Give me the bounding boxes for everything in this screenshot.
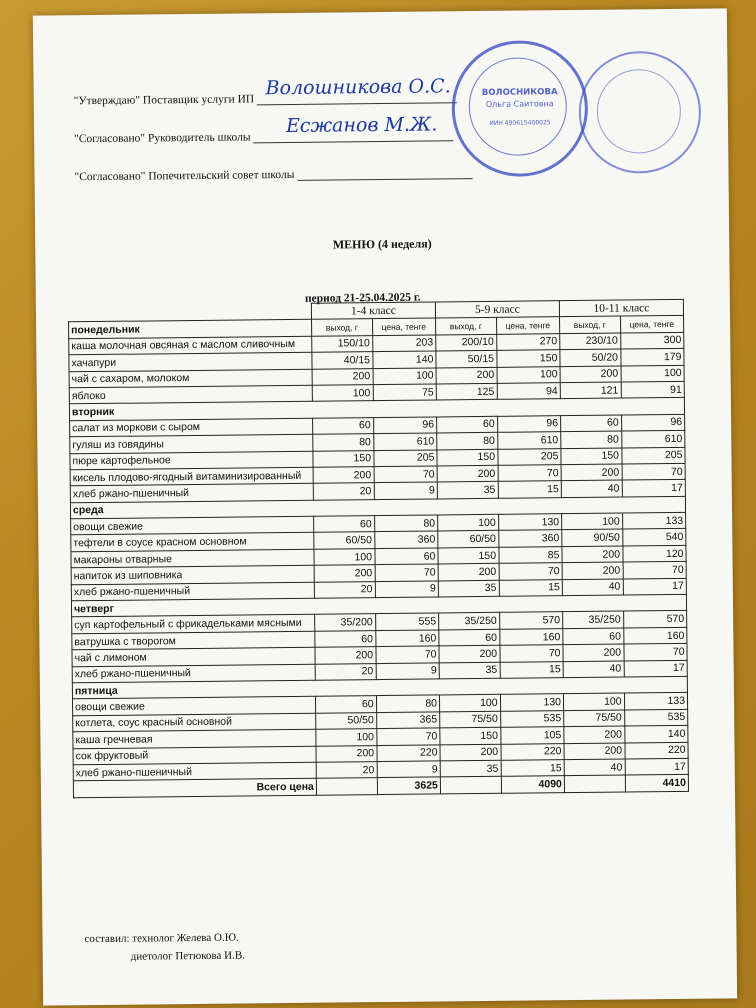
price-value: 105 — [500, 727, 564, 744]
price-value: 610 — [373, 433, 437, 450]
total-value: 4410 — [625, 775, 689, 792]
output-value: 20 — [316, 762, 377, 779]
output-value: 50/50 — [316, 712, 377, 729]
price-value: 17 — [623, 578, 687, 595]
price-value: 540 — [622, 529, 686, 546]
supplier-signature: Волошникова О.С. — [265, 75, 451, 100]
output-value: 60 — [313, 417, 374, 434]
price-value: 205 — [621, 447, 685, 464]
output-value: 200 — [440, 744, 501, 761]
total-blank — [440, 777, 501, 794]
price-value: 203 — [372, 335, 436, 352]
price-value: 75 — [373, 384, 437, 401]
price-value: 130 — [498, 514, 562, 531]
dish-name: ватрушка с творогом — [72, 631, 315, 650]
output-value: 50/15 — [436, 350, 497, 367]
price-value: 140 — [372, 351, 436, 368]
output-value: 80 — [437, 432, 498, 449]
output-value: 200 — [564, 743, 625, 760]
dish-name: макароны отварные — [71, 549, 314, 568]
output-value: 100 — [314, 548, 375, 565]
price-value: 9 — [376, 663, 440, 680]
output-value: 40 — [561, 480, 622, 497]
output-value: 200 — [312, 368, 373, 385]
output-value: 90/50 — [562, 529, 623, 546]
price-value: 91 — [621, 381, 685, 398]
price-value: 220 — [501, 743, 565, 760]
price-value: 96 — [621, 414, 685, 431]
column-price-label: цена, тенге — [620, 316, 684, 333]
price-value: 70 — [374, 466, 438, 483]
director-signature: Есжанов М.Ж. — [285, 113, 438, 138]
official-stamp — [451, 40, 588, 177]
price-value: 70 — [622, 463, 686, 480]
price-value: 270 — [496, 333, 560, 350]
output-value: 35 — [437, 482, 498, 499]
price-value: 100 — [373, 368, 437, 385]
price-value: 60 — [374, 548, 438, 565]
column-output-label: выход, г — [311, 319, 372, 336]
dish-name: котлета, соус красный основной — [73, 713, 316, 732]
output-value: 60 — [314, 516, 375, 533]
total-value: 3625 — [377, 777, 441, 794]
output-value: 100 — [562, 513, 623, 530]
dish-name: овощи свежие — [72, 697, 315, 716]
price-value: 17 — [625, 758, 689, 775]
column-price-label: цена, тенге — [372, 318, 436, 335]
output-value: 200 — [562, 562, 623, 579]
price-value: 9 — [377, 761, 441, 778]
output-value: 80 — [313, 434, 374, 451]
dish-name: каша молочная овсяная с маслом сливочным — [69, 336, 312, 355]
price-value: 17 — [622, 480, 686, 497]
output-value: 200 — [438, 564, 499, 581]
day-name: вторник — [69, 398, 684, 421]
approval-council — [74, 167, 472, 183]
output-value: 80 — [561, 431, 622, 448]
price-value: 70 — [623, 644, 687, 661]
dish-name: чай с лимоном — [72, 647, 315, 666]
output-value: 60 — [563, 628, 624, 645]
price-value: 100 — [621, 365, 685, 382]
dish-name: овощи свежие — [71, 516, 314, 535]
output-value: 60 — [439, 629, 500, 646]
price-value: 96 — [373, 417, 437, 434]
output-value: 60 — [436, 416, 497, 433]
output-value: 200 — [439, 646, 500, 663]
price-value: 96 — [497, 415, 561, 432]
dish-name: салат из моркови с сыром — [70, 418, 313, 437]
dish-name: гуляш из говядины — [70, 434, 313, 453]
approval-director-label: "Согласовано" Руководитель школы — [74, 131, 251, 146]
total-blank — [564, 775, 625, 792]
dish-name: хлеб ржано-пшеничный — [71, 582, 314, 601]
output-value: 60 — [315, 696, 376, 713]
price-value: 365 — [376, 712, 440, 729]
class-header: 1-4 класс — [311, 302, 435, 320]
output-value: 200 — [315, 647, 376, 664]
price-value: 85 — [498, 547, 562, 564]
dish-name: напиток из шиповника — [71, 565, 314, 584]
dish-name: хачапури — [69, 352, 312, 371]
output-value: 100 — [312, 385, 373, 402]
price-value: 570 — [623, 611, 687, 628]
stamp-name: ВОЛОСНИКОВА — [481, 87, 558, 98]
price-value: 9 — [374, 482, 438, 499]
dish-name: тефтели в соусе красном основном — [71, 533, 314, 552]
output-value: 150 — [440, 727, 501, 744]
output-value: 200 — [314, 565, 375, 582]
price-value: 70 — [623, 562, 687, 579]
price-value: 15 — [499, 579, 563, 596]
dish-name: хлеб ржано-пшеничный — [73, 762, 316, 781]
dish-name: суп картофельный с фрикадельками мясными — [72, 615, 315, 634]
output-value: 121 — [560, 382, 621, 399]
price-value: 140 — [624, 725, 688, 742]
output-value: 150/10 — [312, 335, 373, 352]
approval-council-label: "Согласовано" Попечительский совет школы — [74, 168, 295, 184]
stamp-inn: ИИН 490615400025 — [489, 119, 551, 127]
menu-table — [68, 299, 689, 798]
output-value: 200 — [560, 366, 621, 383]
column-price-label: цена, тенге — [496, 317, 560, 334]
output-value: 60 — [560, 415, 621, 432]
price-value: 160 — [375, 630, 439, 647]
output-value: 35/250 — [563, 611, 624, 628]
price-value: 150 — [496, 350, 560, 367]
output-value: 75/50 — [440, 711, 501, 728]
output-value: 35 — [440, 760, 501, 777]
output-value: 200 — [561, 464, 622, 481]
menu-title: МЕНЮ (4 неделя) — [332, 236, 432, 252]
state-emblem-stamp — [578, 51, 701, 174]
footer-dietitian: диетолог Петюкова И.В. — [130, 949, 245, 963]
day-name: пятница — [72, 676, 687, 699]
price-value: 9 — [375, 581, 439, 598]
total-label: Всего цена — [73, 779, 316, 798]
output-value: 150 — [313, 450, 374, 467]
price-value: 205 — [373, 449, 437, 466]
output-value: 100 — [439, 695, 500, 712]
output-value: 50/20 — [560, 349, 621, 366]
price-value: 160 — [499, 628, 563, 645]
dish-name: чай с сахаром, молоком — [69, 369, 312, 388]
total-blank — [316, 778, 377, 795]
output-value: 40 — [563, 661, 624, 678]
price-value: 70 — [498, 465, 562, 482]
menu-period: период 21-25.04.2025 г. — [304, 291, 421, 305]
class-header: 10-11 класс — [559, 299, 683, 317]
day-name: понедельник — [69, 320, 312, 339]
price-value: 205 — [497, 448, 561, 465]
output-value: 20 — [313, 483, 374, 500]
price-value: 70 — [375, 564, 439, 581]
output-value: 200 — [316, 745, 377, 762]
price-value: 133 — [624, 693, 688, 710]
price-value: 70 — [499, 563, 563, 580]
output-value: 40 — [562, 579, 623, 596]
price-value: 15 — [500, 661, 564, 678]
output-value: 60/50 — [438, 531, 499, 548]
output-value: 200 — [436, 367, 497, 384]
output-value: 20 — [315, 663, 376, 680]
price-value: 220 — [377, 744, 441, 761]
price-value: 610 — [497, 432, 561, 449]
dish-name: кисель плодово-ягодный витаминизированный — [70, 467, 313, 486]
output-value: 60/50 — [314, 532, 375, 549]
output-value: 200 — [437, 465, 498, 482]
output-value: 150 — [437, 449, 498, 466]
dish-name: хлеб ржано-пшеничный — [70, 484, 313, 503]
column-output-label: выход, г — [435, 318, 496, 335]
output-value: 150 — [561, 448, 622, 465]
price-value: 70 — [376, 728, 440, 745]
output-value: 40 — [564, 759, 625, 776]
day-name: четверг — [71, 594, 686, 617]
price-value: 120 — [622, 545, 686, 562]
price-value: 570 — [499, 612, 563, 629]
dish-name: каша гречневая — [73, 729, 316, 748]
column-output-label: выход, г — [559, 316, 620, 333]
output-value: 35 — [438, 580, 499, 597]
price-value: 15 — [501, 760, 565, 777]
price-value: 179 — [620, 349, 684, 366]
dish-name: яблоко — [69, 385, 312, 404]
output-value: 200 — [562, 546, 623, 563]
price-value: 535 — [500, 710, 564, 727]
approval-supplier-label: "Утверждаю" Поставщик услуги ИП — [73, 93, 255, 108]
output-value: 200 — [313, 467, 374, 484]
output-value: 100 — [316, 729, 377, 746]
class-header: 5-9 класс — [435, 301, 559, 319]
dish-name: пюре картофельное — [70, 451, 313, 470]
price-value: 610 — [621, 430, 685, 447]
output-value: 20 — [314, 581, 375, 598]
price-value: 535 — [624, 709, 688, 726]
price-value: 360 — [498, 530, 562, 547]
price-value: 15 — [498, 481, 562, 498]
price-value: 555 — [375, 613, 439, 630]
menu-sheet — [33, 8, 737, 1005]
price-value: 70 — [375, 646, 439, 663]
dish-name: хлеб ржано-пшеничный — [72, 664, 315, 683]
output-value: 230/10 — [560, 333, 621, 350]
price-value: 100 — [497, 366, 561, 383]
price-value: 70 — [499, 645, 563, 662]
output-value: 40/15 — [312, 352, 373, 369]
output-value: 200/10 — [436, 334, 497, 351]
output-value: 200 — [563, 644, 624, 661]
output-value: 150 — [438, 547, 499, 564]
output-value: 60 — [315, 630, 376, 647]
price-value: 133 — [622, 512, 686, 529]
stamp-given-name: Ольга Саитовна — [485, 99, 554, 109]
price-value: 80 — [376, 695, 440, 712]
price-value: 220 — [625, 742, 689, 759]
output-value: 200 — [564, 726, 625, 743]
output-value: 35/200 — [315, 614, 376, 631]
price-value: 94 — [497, 383, 561, 400]
output-value: 35/250 — [439, 613, 500, 630]
output-value: 100 — [438, 514, 499, 531]
dish-name: сок фруктовый — [73, 746, 316, 765]
day-name: среда — [70, 496, 685, 519]
output-value: 35 — [439, 662, 500, 679]
output-value: 100 — [563, 693, 624, 710]
output-value: 125 — [436, 383, 497, 400]
price-value: 130 — [500, 694, 564, 711]
total-value: 4090 — [501, 776, 565, 793]
output-value: 75/50 — [564, 710, 625, 727]
price-value: 360 — [374, 531, 438, 548]
price-value: 300 — [620, 332, 684, 349]
price-value: 17 — [624, 660, 688, 677]
footer-compiler: составил: технолог Желева О.Ю. — [84, 931, 239, 946]
price-value: 160 — [623, 627, 687, 644]
price-value: 80 — [374, 515, 438, 532]
